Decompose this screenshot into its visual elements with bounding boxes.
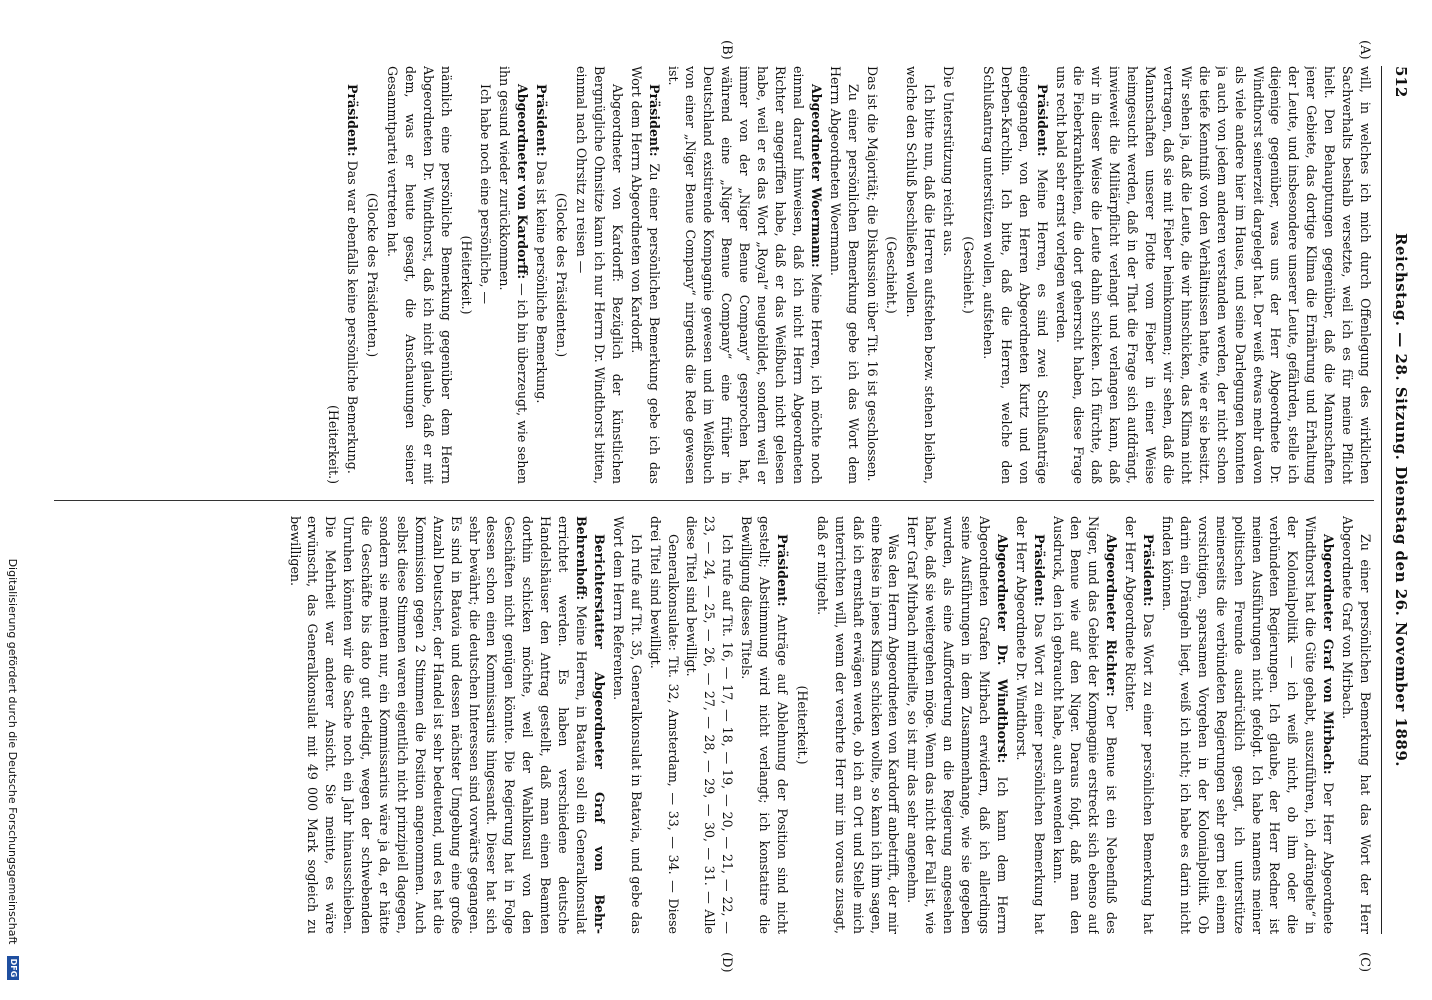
paragraph [286,516,608,934]
speaker-name: Präsident: [534,84,550,157]
paragraph [813,516,903,934]
page-number: 512 [1392,66,1410,98]
paragraph-text: Zu einer persönlichen Bemerkung hat das Wort der Herr Abgeordnete Graf von Mirbach. [1340,516,1373,934]
paragraph [683,516,737,934]
paragraph-text: Generalkonsulate: Tit. 32, Amsterdam, — 33, — 34. — Diese drei Titel sind bewilligt. [647,516,681,934]
paragraph-text: Das Wort zu einer persönlichen Bemerkung hat der Herr Abgeordnete Dr. Windthorst. [1013,516,1047,934]
stage-direction [457,66,475,484]
paragraph-text: Der Herr Abgeordnete Windthorst hat die Güte gehabt, auszuführen, ich „drängelte“ in der Kolonialpolitik — ich weiß nicht, ob ihm oder die verbündeten Regierungen. Ich glaube, der Herr Redner ist meinen Ausführungen nicht gefolgt. Ich habe namens meiner politischen Freunde ausdrücklich gesagt, ich unterstütze meinerseits die verbündeten Regierungen sehr gern bei einem vorsichtigen, sparsamen Vorgehen in der Kolonialpolitik. Ob darin ein Drängeln liegt, weiß ich nicht; ich habe es darin nicht finden können. [1160,516,1337,934]
paragraph-text: — ich bin überzeugt, wie sehen ihn gesund wieder zurückkommen. [497,66,531,484]
margin-marker-c: (C) [1357,952,1372,973]
paragraph-text: (Heiterkeit.) [326,405,342,484]
digitization-credit [2,0,20,1000]
header-dash: — [1392,332,1410,348]
stage-direction [363,66,381,484]
stage-direction [793,516,811,934]
paragraph-text: Zu einer persönlichen Bemerkung gebe ich das Wort dem Herrn Abgeordneten von Kardorff. [628,66,662,484]
paragraph-text: Was den Herrn Abgeordneten von Kardorff anbetrifft, der mir eine Reise in jenes Klima schicken wollte, so kann ich ihm sagen, daß ich ernsthaft erwägen werde, ob ich an Ort und Stelle mich unterrichten will, wenn der verehrte Herr mir im voraus zusagt, daß er mitgeht. [814,516,902,934]
paragraph [383,66,455,484]
paragraph-text: (Heiterkeit.) [794,685,810,765]
paragraph-text: Anträge auf Ablehnung der Position sind nicht gestellt; Abstimmung wird nicht verlangt; ich konstatire die Bewilligung dieses Titels. [739,516,790,934]
paragraph-text: Der Benue ist ein Nebenfluß des Niger, und das Gebiet der Kompagnie erstreckt sich ebenso auf den Benue wie auf den Niger. Daraus folgt, daß man den Ausdruck, den ich gebraucht habe, auch anwenden kann. [1050,516,1120,934]
paragraph-text: (Glocke des Präsidenten.) [365,192,381,358]
paragraph [826,66,862,484]
header-date: Dienstag den 26. November 1889. [1392,466,1410,767]
credit-text: Digitalisierung gefördert durch die Deutsche Forschungsgemeinschaft [6,558,20,945]
dfg-logo-icon: DFG [7,956,19,980]
paragraph-text: Das ist die Majorität; die Diskussion über Tit. 16 ist geschlossen. [864,66,880,482]
speaker-name: Präsident: [775,534,790,607]
speaker-name: Abgeordneter von Kardorff: [515,84,531,280]
paragraph-text: will, in welches ich mich durch Offenlegung des wirklichen Sachverhalts beshalb versetzte, weil ich es für meine Pflicht hielt. Den Behauptungen gegenüber, daß die Mannschaften jener Gebiete, das dortige Klima die Ernährung und Erhaltung der Leute, und insbesondere unserer Leute, gefährden, stelle ich diejenige gegenüber, was uns der Herr Abgeordnete Dr. Windthorst seinerzeit dargelegt hat. Der weiß etwas mehr davon als viele andere hier im Hause, und seine Darlegungen konnten ja auch von jedem anderen verstanden werden, der nicht schon die tiefe Kenntniß von den Verhältnissen hatte, wie er sie besitzt. Wir sehen ja, daß die Leute, die wir hinschicken, das Klima nicht vertragen, daß sie mit Fieber heimkommen; wir sehen, daß die Mannschaften unserer Flotte vom Fieber in einer Weise heimgesucht werden, daß in der That die Frage sich aufdrängt, inwieweit die Militärpflicht verlangt und verlangen kann, daß wir in dieser Weise die Leute dahin schicken. Ich fürchte, daß die Fieberkrankheiten, die dort geherrscht haben, diese Frage uns recht bald sehr ernst vorlegen werden. [1053,66,1373,484]
paragraph [1052,66,1374,484]
header-sitting: 28. Sitzung. [1392,353,1410,461]
header-title [1392,66,1410,934]
paragraph-text: (Glocke des Präsidenten.) [554,192,570,358]
paragraph [1121,516,1157,934]
paragraph [532,66,550,484]
paragraph [609,516,645,934]
paragraph [1158,516,1337,934]
paragraph-text: Ich rufe auf Tit. 16, — 17, — 18, — 19, — 20, — 21, — 22, — 23, — 24, — 25, — 26, — 27, — 28, — 29, — 30, — 31. — Alle diese Titel sind bewilligt. [684,516,736,934]
paragraph [664,66,825,484]
left-column [54,66,1374,484]
paragraph [902,66,938,484]
speaker-name: Abgeordneter Dr. Windthorst: [994,534,1010,764]
speaker-name: Abgeordneter Woermann: [808,84,824,268]
margin-marker-d: (D) [719,952,734,973]
paragraph-text: Ich kann dem Herrn Abgeordneten Grafen Mirbach erwidern, daß ich allerdings seine Ausführungen in dem Zusammenhange, wie sie gegeben wurden, als eine Aufforderung an die Regierung angesehen habe, daß sie weitergehen möge. Wenn das nicht der Fall ist, wie Herr Graf Mirbach mittheilte, so ist mir das sehr angenehm. [905,516,1010,934]
paragraph [903,516,1010,934]
paragraph [627,66,663,484]
paragraph-text: Ich bitte nun, daß die Herren aufstehen bezw. stehen bleiben, welche den Schluß beschließen wollen. [904,66,938,484]
paragraph-text: (Heiterkeit.) [458,235,474,315]
paragraph [1049,516,1121,934]
margin-marker-a: (A) [1357,40,1372,60]
column-divider [54,500,1374,501]
margin-marker-b: (B) [719,40,734,60]
paragraph [496,66,532,484]
header-chamber: Reichstag. [1392,232,1410,327]
paragraph [477,66,495,484]
paragraph-text: Meine Herren, es sind zwei Schlußanträge eingegangen, von den Herren Abgeordneten Kurtz und von Derben-Karchlin. Ich bitte, daß die Herren, welche den Schlußantrag unterstützen wollen, aufstehen. [980,66,1050,484]
stage-direction [552,66,570,484]
stage-direction [883,66,901,484]
paragraph-text: Das ist keine persönliche Bemerkung. [534,160,550,404]
paragraph-text: (Geschieht.) [884,236,900,314]
speaker-name: Berichterstatter Abgeordneter Graf von Behr-Behrenhoff: [574,516,607,934]
paragraph [1012,516,1048,934]
paragraph-text: Die Unterstützung reicht aus. [941,66,957,257]
stage-direction [324,66,342,484]
paragraph [979,66,1051,484]
paragraph-text: nämlich eine persönliche Bemerkung gegenüber dem Herrn Abgeordneten Dr. Windthorst, daß ich nicht glaube, daß er mit dem, was er heute gesagt, die Anschauungen seiner Gesammtpartei vertreten hat. [384,66,454,484]
speaker-name: Präsident: [646,84,662,157]
paragraph-text: Meine Herren, in Batavia soll ein Generalkonsulat errichtet werden. Es haben verschiedene deutsche Handelshäuser den Antrag gestellt, daß man einen Beamten dorthin schicken möchte, weil der Wahlkonsul von den Geschäften nicht genügen könnte. Die Regierung hat in Folge dessen schon einen Kommissarius hingesandt. Dieser hat sich sehr bewährt; die deutschen Interessen sind vorwärts gegangen. Es sind in Batavia und dessen nächster Umgebung eine große Anzahl Deutscher, der Handel ist sehr bedeutend, und es hat die Kommission gegen 2 Stimmen die Position angenommen. Auch selbst diese Stimmen waren eigentlich nicht prinzipiell dagegen, sondern sie meinten nur, ein Kommissarius wäre ja da, er hätte die Geschäfte bis dato gut erledigt, wegen der schwebenden Unruhen könnten wir die Sache noch ein Jahr hinausschieben. Die Mehrheit war anderer Ansicht. Sie meinte, es wäre erwünscht, das Generalkonsulat mit 49 000 Mark sogleich zu bewilligen. [287,516,590,934]
paragraph-text: Zu einer persönlichen Bemerkung gebe ich das Wort dem Herrn Abgeordneten Woermann. [827,66,861,484]
paragraph-text: Ich rufe auf Tit. 35, Generalkonsulat in Batavia, und gebe das Wort dem Herrn Referenten. [610,516,644,934]
speaker-name: Präsident: [1034,84,1050,157]
paragraph-text: Das war ebenfalls keine persönliche Bemerkung. [345,160,361,474]
paragraph [1338,516,1374,934]
right-column [54,516,1374,934]
paragraph [737,516,791,934]
paragraph [939,66,957,484]
header-rule [1381,66,1382,934]
page-header [1386,66,1410,934]
speaker-name: Präsident: [1141,534,1157,607]
paragraph-text: Abgeordneter von Kardorff: Bezüglich der künstlichen Bergnügliche Ohnsitze kann ich nur Herrn Dr. Windthorst bitten, einmal nach Ohrsitz zu reisen — [574,66,625,484]
speaker-name: Präsident: [1031,534,1047,607]
speaker-name: Präsident: [345,84,361,157]
paragraph [572,66,626,484]
stage-direction [959,66,977,484]
paragraph [343,66,361,484]
speaker-name: Abgeordneter Richter: [1104,534,1120,697]
paragraph-text: (Geschieht.) [961,236,977,314]
paragraph-text: Meine Herren, ich möchte noch einmal darauf hinweisen, daß ich nicht Herrn Abgeordneten Richter angegriffen habe, daß er das Weißbuch nicht gelesen habe, weil er es das Wort „Royal“ neugebildet, sondern weil er immer von der „Niger Benue Company“ gesprochen hat, während eine „Niger Benue Company“ eine früher in Deutschland existirende Kompagnie gewesen und im Weißbuch von einer „Niger Benue Company“ nirgends die Rede gewesen ist. [665,66,824,484]
paragraph-text: Ich habe noch eine persönliche, — [478,84,494,305]
paragraph-text: Das Wort zu einer persönlichen Bemerkung hat der Herr Abgeordnete Richter. [1123,516,1157,934]
paragraph [646,516,682,934]
speaker-name: Abgeordneter Graf von Mirbach: [1321,534,1337,775]
paragraph [863,66,881,484]
